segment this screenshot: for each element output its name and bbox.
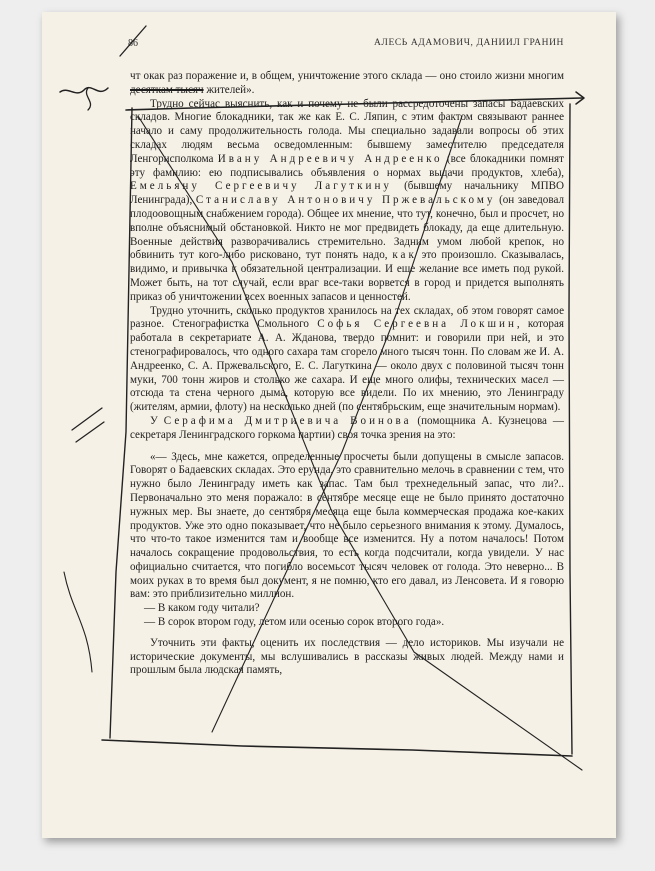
text-run: , которая работала в секретариате А. А. Жданова, твердо помнит: и говорили при ней, и это стенографировалось, что одного сахара там сгорело много тысяч тонн. По словам же И. А. Андреенко, С. А. Пржевальского, Е. С. Лагуткина — около двух с половиной тысяч тонн муки, 700 тонн жиров и столько же сахара. И еще много олифы, технических масел — отсюда та стена черного дыма, которую все видели. По их мнению, это Ленинграду (жителям, армии, флоту) на несколько дней (по сентябрьским, еще значительным нормам). bbox=[130, 318, 564, 414]
page-header bbox=[42, 38, 616, 52]
paragraph-3 bbox=[130, 415, 564, 443]
spaced-name: Софья Сергеевна Локшин bbox=[317, 318, 517, 331]
book-page bbox=[42, 12, 616, 838]
text-run: чт окак раз поражение и, в общем, уничтожение этого склада — оно стоило жизни многим bbox=[130, 70, 564, 82]
text-run: Трудно сейчас выяснить, как и почему не были рассредоточены запасы Бадаевских складов. Многие блокадники, так же как Е. С. Ляпин, с этим фактом связывают раннее начало и саму продолжительность голода. Мы специально задавали вопросы об этих складах людям весьма осведомленным: бывшему заместителю председателя Ленгорисполкома bbox=[130, 97, 564, 165]
squiggle-mark bbox=[60, 88, 108, 93]
bracket-right-line bbox=[569, 104, 572, 754]
paragraph-0 bbox=[130, 70, 564, 98]
text-run: (он заведовал плодоовощным снабжением города). Общее их мнение, что тут, конечно, был и просчет, но вполне объяснимый обстановкой. Никто не мог предвидеть блокаду, да еще длительную. Военные действия разворачивались стремительно. Задним умом любой крепок, но обвинить тут кого-либо рисковано, тут понять надо, bbox=[130, 194, 565, 262]
bracket-arrow bbox=[576, 92, 584, 104]
spaced-name: Станиславу Антоновичу Пржевальскому bbox=[195, 194, 496, 207]
double-slash-mark bbox=[72, 408, 104, 442]
paragraph-4: Уточнить эти факты, оценить их последствия — дело историков. Мы изучали не исторические документы, мы вслушивались в рассказы живых людей. Между нами и прошлым была людская память, bbox=[130, 636, 564, 677]
squiggle-mark bbox=[86, 88, 90, 110]
text-run: (все блокадники помнят эту фамилию: ею подписывались объявления о нормах выдачи продуктов, хлеба), bbox=[130, 152, 565, 179]
text-run: это произошло. Сказывалась, видимо, и привычка к обязательной централизации. И еще желание все иметь под рукой. Может быть, на тот случай, если враг все-таки ворвется в город и придется выполнять приказ об уничтожении всех военных запасов и ценностей. bbox=[130, 249, 564, 303]
text-run: (бывшему начальнику МПВО Ленинграда), bbox=[130, 180, 564, 207]
spaced-name: Ивану Андреевичу Андреенко bbox=[217, 152, 443, 165]
text-run: жителей». bbox=[203, 83, 255, 96]
text-run: У bbox=[150, 414, 164, 427]
spaced-word: как bbox=[392, 249, 417, 262]
curve-mark bbox=[64, 572, 92, 672]
struck-text: десяткам тысяч bbox=[130, 83, 204, 96]
page-text bbox=[130, 70, 564, 678]
bracket-left-line bbox=[110, 108, 132, 738]
page-number: 86 bbox=[128, 38, 138, 49]
running-head: АЛЕСЬ АДАМОВИЧ, ДАНИИЛ ГРАНИН bbox=[373, 38, 564, 48]
dialog-answer: — В сорок втором году, летом или осенью сорок второго года». bbox=[144, 616, 445, 629]
text-run: (помощника А. Кузнецова — секретаря Ленинградского горкома партии) своя точка зрения на это: bbox=[130, 414, 564, 441]
paragraph-1 bbox=[130, 98, 564, 305]
bracket-bottom-line bbox=[102, 740, 572, 756]
paragraph-2 bbox=[130, 305, 564, 415]
dialog-question: — В каком году читали? bbox=[144, 602, 260, 615]
quote-paragraph: «— Здесь, мне кажется, определенные просчеты были допущены в смысле запасов. Говорят о Бадаевских складах. Это ерунда, это сравнительно мелочь в сравнении с тем, что нужно было Ленинграду иметь как запас. Там был трехнедельный запас, что ли?.. Первоначально это меня поражало: в сентябре месяце еще не было принято достаточно нужных мер. Вы знаете, до сентября месяца еще была коммерческая продажа кое-каких продуктов. Уже это одно показывает, что не было серьезного внимания к этому. Думалось, что что-то такое изменится там и вообще все изменится. Ну а потом началось! Потом началось сокращение продовольствия, то есть когда подсчитали, когда увидели. У нас официально считается, что погибло восемьсот тысяч человек от голода. Это неверно... В моих руках в то время был документ, я не помню, кто его давал, из Ленсовета. И я говорю вам: это приблизительно миллион. bbox=[130, 450, 564, 601]
spaced-name: Емельяну Сергеевичу Лагуткину bbox=[130, 180, 392, 193]
spaced-name: Серафима Дмитриевича Воинова bbox=[163, 414, 412, 427]
text-run: Трудно уточнить, сколько продуктов хранилось на тех складах, об этом говорят самое разное. Стенографистка Смольного bbox=[130, 304, 564, 331]
